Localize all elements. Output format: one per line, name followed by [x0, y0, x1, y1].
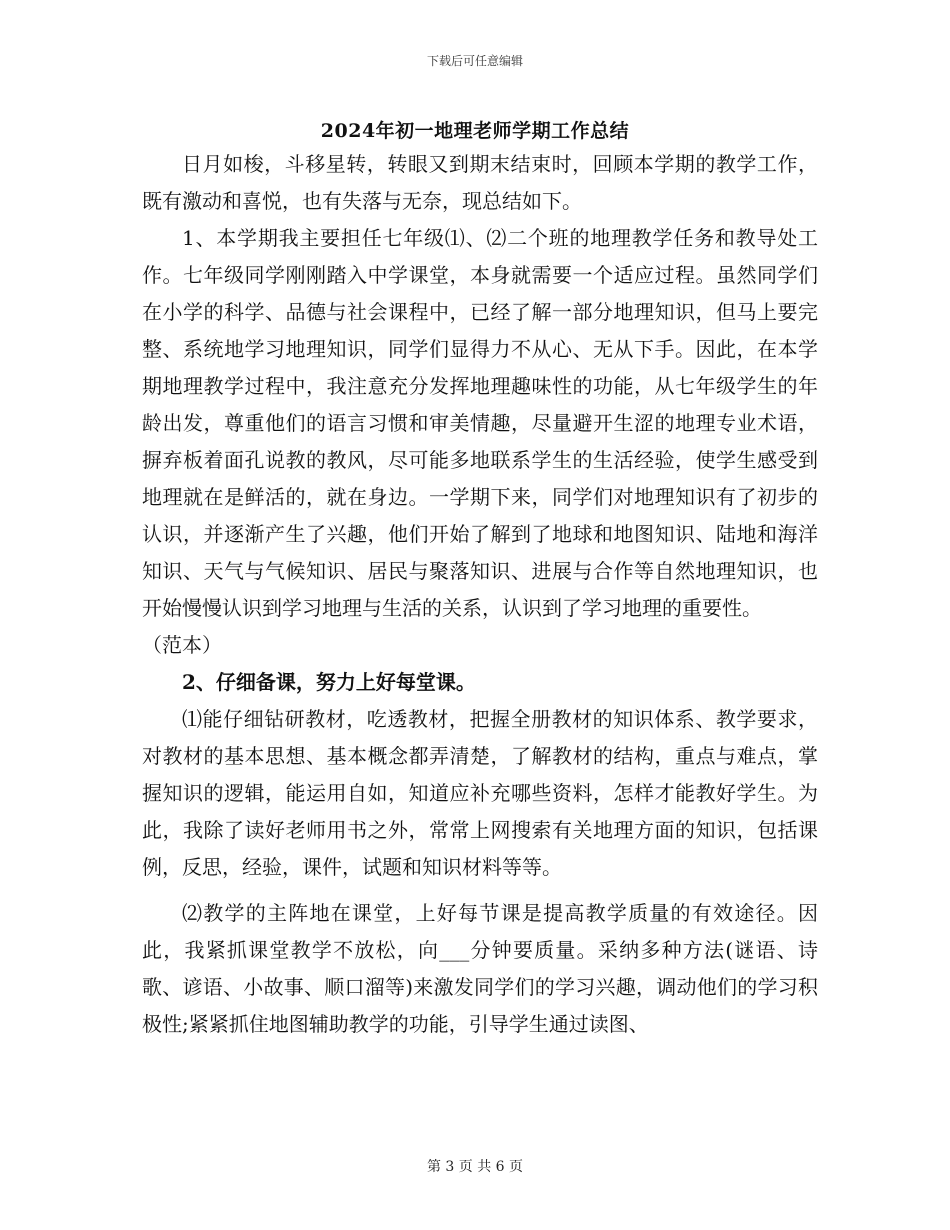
document-title: 2024年初一地理老师学期工作总结	[320, 120, 630, 142]
document-body	[142, 146, 818, 1043]
section-1-paragraph: 1、本学期我主要担任七年级⑴、⑵二个班的地理教学任务和教导处工作。七年级同学刚刚踏入中学课堂，本身就需要一个适应过程。虽然同学们在小学的科学、品德与社会课程中，已经了解一部分地理知识，但马上要完整、系统地学习地理知识，同学们显得力不从心、无从下手。因此，在本学期地理教学过程中，我注意充分发挥地理趣味性的功能，从七年级学生的年龄出发，尊重他们的语言习惯和审美情趣，尽量避开生涩的地理专业术语，摒弃板着面孔说教的教风，尽可能多地联系学生的生活经验，使学生感受到地理就在是鲜活的，就在身边。一学期下来，同学们对地理知识有了初步的认识，并逐渐产生了兴趣，他们开始了解到了地球和地图知识、陆地和海洋知识、天气与气候知识、居民与聚落知识、进展与合作等自然地理知识，也开始慢慢认识到学习地理与生活的关系，认识到了学习地理的重要性。	[142, 226, 818, 620]
fanben-label: （范本）	[142, 633, 222, 657]
section-2-item-1: ⑴能仔细钻研教材，吃透教材，把握全册教材的知识体系、教学要求，对教材的基本思想、基本概念都弄清楚，了解教材的结构，重点与难点，掌握知识的逻辑，能运用自如，知道应补充哪些资料，怎样才能教好学生。为此，我除了读好老师用书之外，常常上网搜索有关地理方面的知识，包括课例，反思，经验，课件，试题和知识材料等等。	[142, 707, 818, 879]
page-indicator: 第 3 页 共 6 页	[426, 1159, 524, 1175]
intro-paragraph: 日月如梭，斗移星转，转眼又到期末结束时，回顾本学期的教学工作，既有激动和喜悦，也有失落与无奈，现总结如下。	[142, 152, 818, 213]
section-2-heading: 2、仔细备课，努力上好每堂课。	[182, 670, 476, 694]
download-note: 下载后可任意编辑	[426, 54, 523, 68]
section-2-item-2: ⑵教学的主阵地在课堂，上好每节课是提高教学质量的有效途径。因此，我紧抓课堂教学不放松，向___分钟要质量。采纳多种方法(谜语、诗歌、谚语、小故事、顺口溜等)来激发同学们的学习兴趣，调动他们的学习积极性;紧紧抓住地图辅助教学的功能，引导学生通过读图、	[142, 901, 818, 1036]
